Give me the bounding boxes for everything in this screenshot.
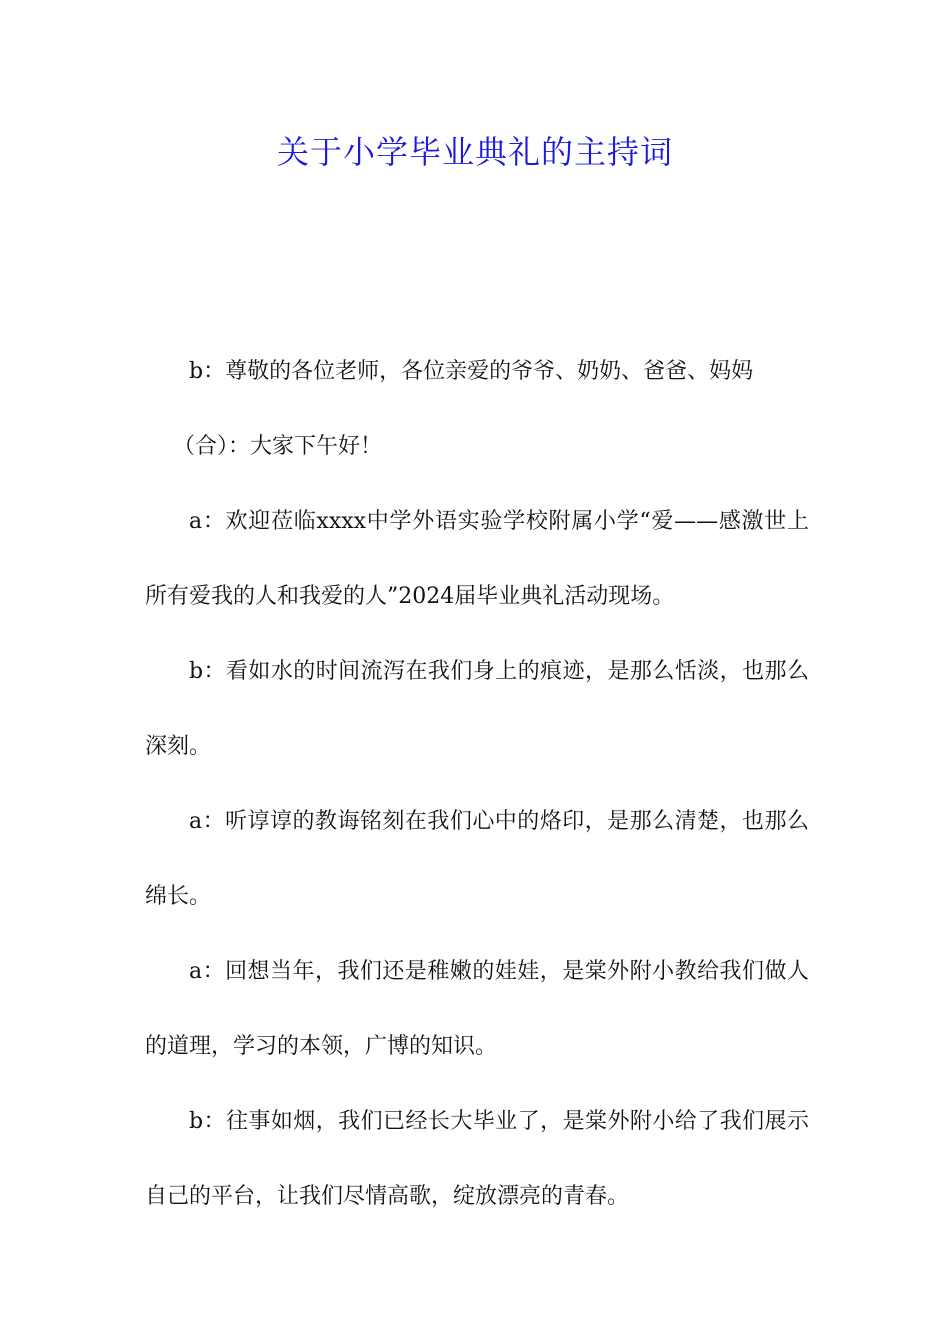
paragraph-welcome: a：欢迎莅临xxxx中学外语实验学校附属小学“爱——感激世上所有爱我的人和我爱的人”2024届毕业典礼活动现场。 — [145, 509, 809, 609]
paragraph-memory: a：回想当年，我们还是稚嫩的娃娃，是棠外附小教给我们做人的道理，学习的本领，广博的知识。 — [145, 959, 809, 1059]
paragraph-chorus: （合）：大家下午好！ — [173, 434, 383, 459]
paragraph-greeting: b：尊敬的各位老师，各位亲爱的爷爷、奶奶、爸爸、妈妈 — [189, 359, 754, 384]
paragraph-teaching: a：听谆谆的教诲铭刻在我们心中的烙印，是那么清楚，也那么绵长。 — [145, 809, 809, 909]
document-body — [145, 334, 809, 1234]
paragraph-graduation: b：往事如烟，我们已经长大毕业了，是棠外附小给了我们展示自己的平台，让我们尽情高歌，绽放漂亮的青春。 — [145, 1109, 809, 1209]
document-title: 关于小学毕业典礼的主持词 — [276, 133, 673, 171]
paragraph-time: b：看如水的时间流泻在我们身上的痕迹，是那么恬淡，也那么深刻。 — [145, 659, 809, 759]
